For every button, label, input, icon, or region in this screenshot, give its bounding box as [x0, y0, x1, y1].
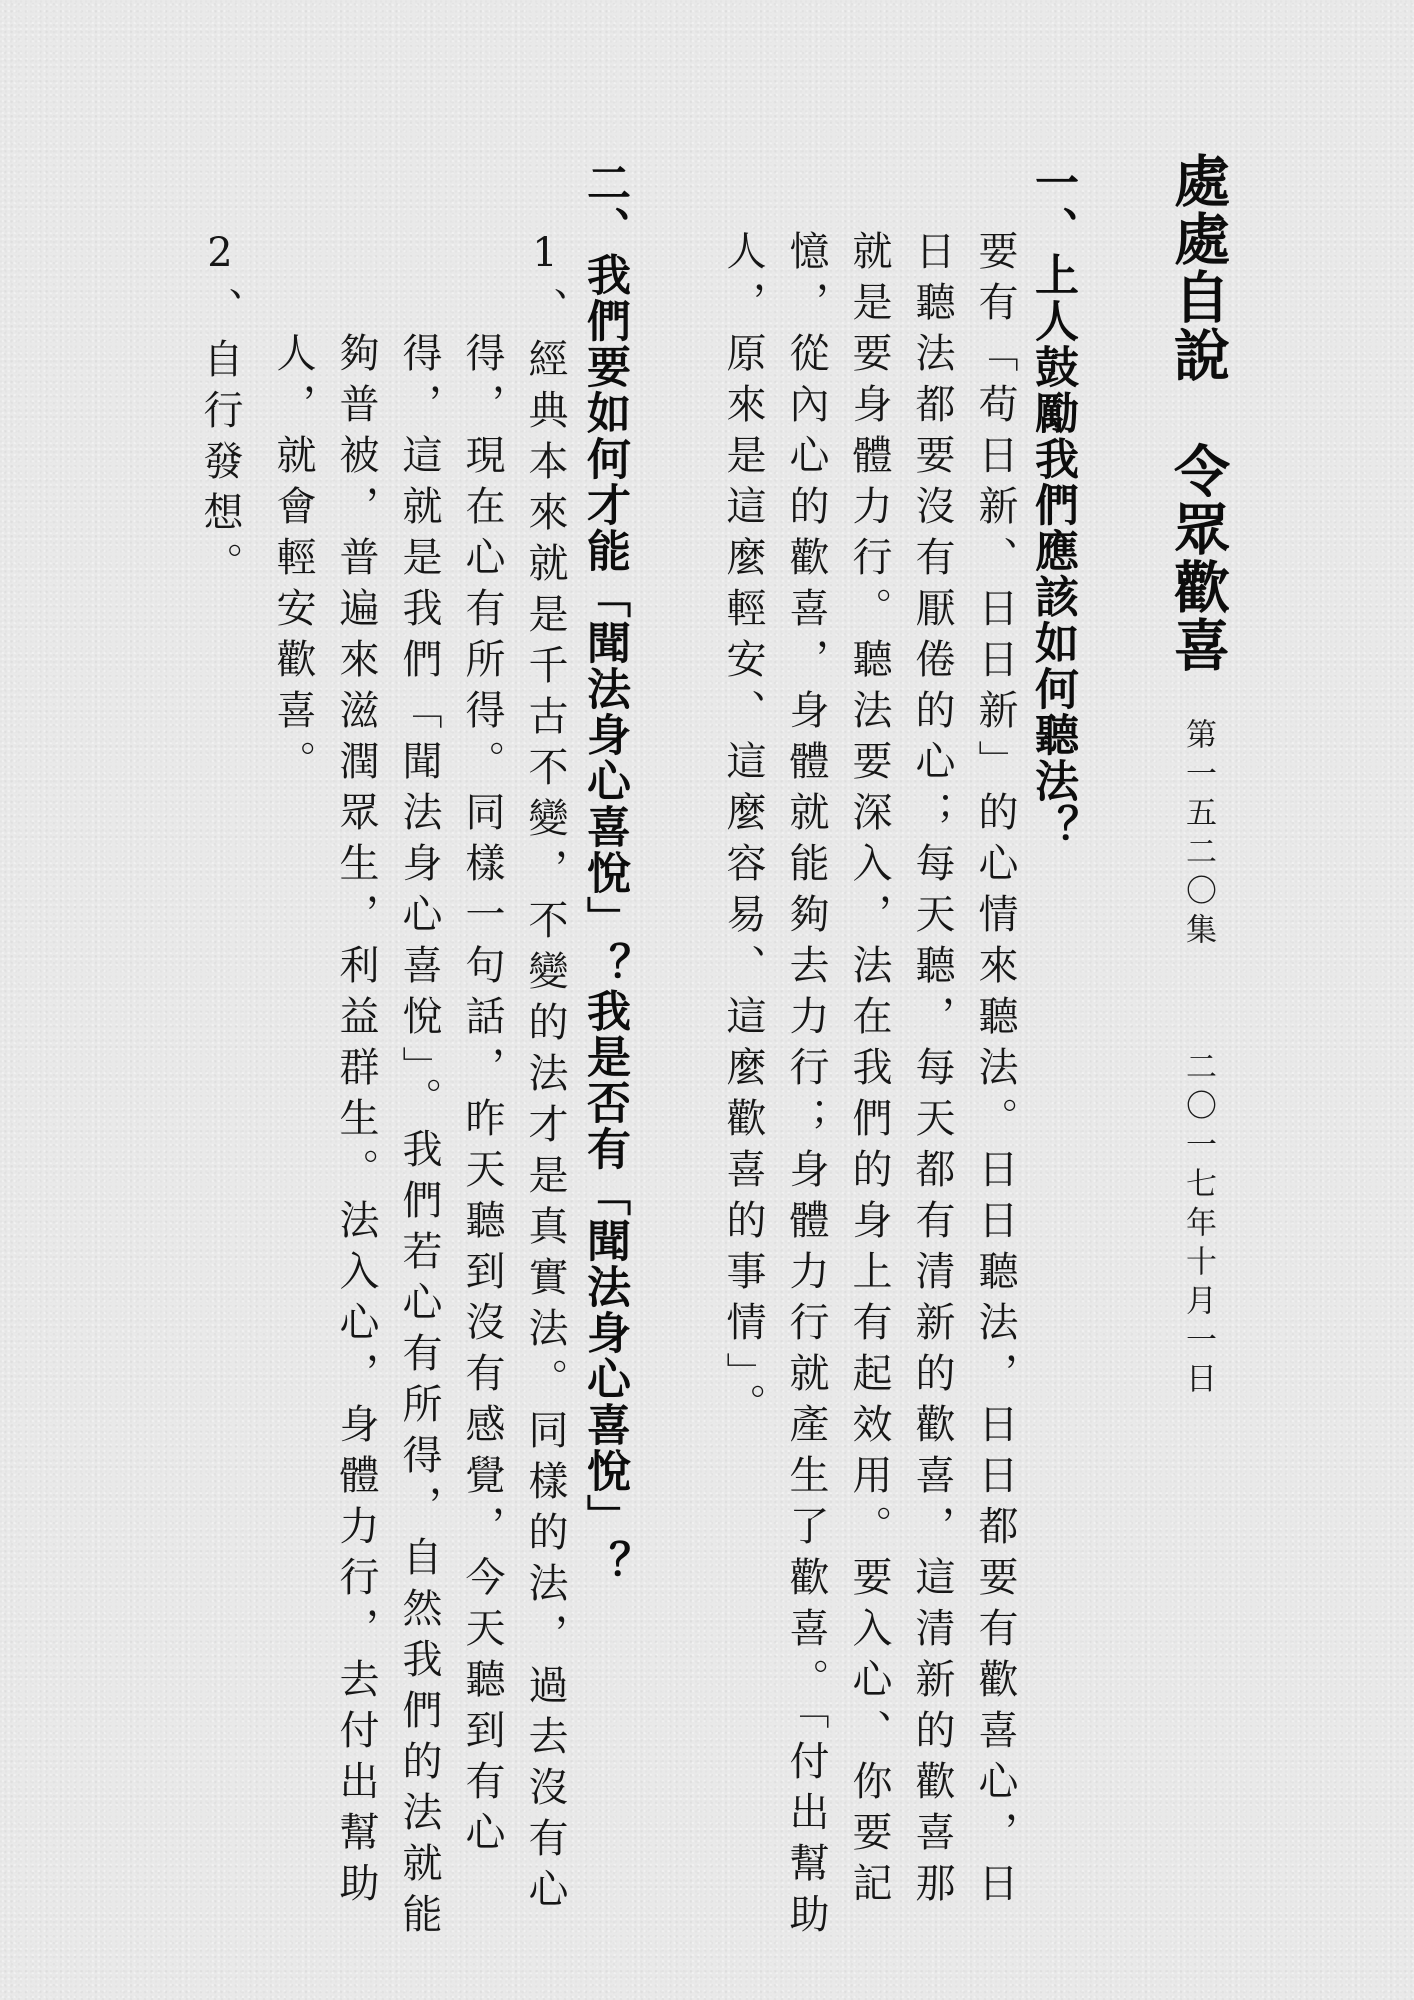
- section-1-line-2: 日聽法都要沒有厭倦的心；每天聽，每天都有清新的歡喜，這清新的歡喜那: [909, 230, 955, 1913]
- section-2-item-1-line-2: 得，現在心有所得。同樣一句話，昨天聽到沒有感覺，今天聽到有心: [459, 230, 505, 1862]
- section-1-line-1: 要有「苟日新、日日新」的心情來聽法。日日聽法，日日都要有歡喜心，日: [972, 230, 1018, 1913]
- section-2-item-1-line-4: 夠普被，普遍來滋潤眾生，利益群生。法入心，身體力行，去付出幫助: [333, 230, 379, 1913]
- episode-number: 第一五二〇集: [1180, 718, 1216, 952]
- section-1-heading: 一、上人鼓勵我們應該如何聽法？: [1027, 160, 1078, 850]
- section-2-item-2-line-1: 2、自行發想。: [197, 230, 243, 593]
- section-2-heading: 二、我們要如何才能「聞法身心喜悅」？我是否有「聞法身心喜悅」？: [579, 160, 630, 1586]
- section-1-line-5: 人，原來是這麼輕安、這麼容易、這麼歡喜的事情」。: [720, 230, 766, 1434]
- document-title: 處處自說 令眾歡喜: [1165, 152, 1231, 674]
- section-2-item-1-line-1: 1、經典本來就是千古不變，不變的法才是真實法。同樣的法，過去沒有心: [522, 230, 568, 1919]
- publish-date: 二〇一七年十月一日: [1180, 1050, 1216, 1401]
- section-1-line-4: 憶，從內心的歡喜，身體就能夠去力行；身體力行就產生了歡喜。「付出幫助: [783, 230, 829, 1944]
- section-1-line-3: 就是要身體力行。聽法要深入，法在我們的身上有起效用。要入心、你要記: [846, 230, 892, 1913]
- section-2-item-1-line-5: 人，就會輕安歡喜。: [270, 230, 316, 791]
- section-2-item-1-line-3: 得，這就是我們「聞法身心喜悅」。我們若心有所得，自然我們的法就能: [396, 230, 442, 1944]
